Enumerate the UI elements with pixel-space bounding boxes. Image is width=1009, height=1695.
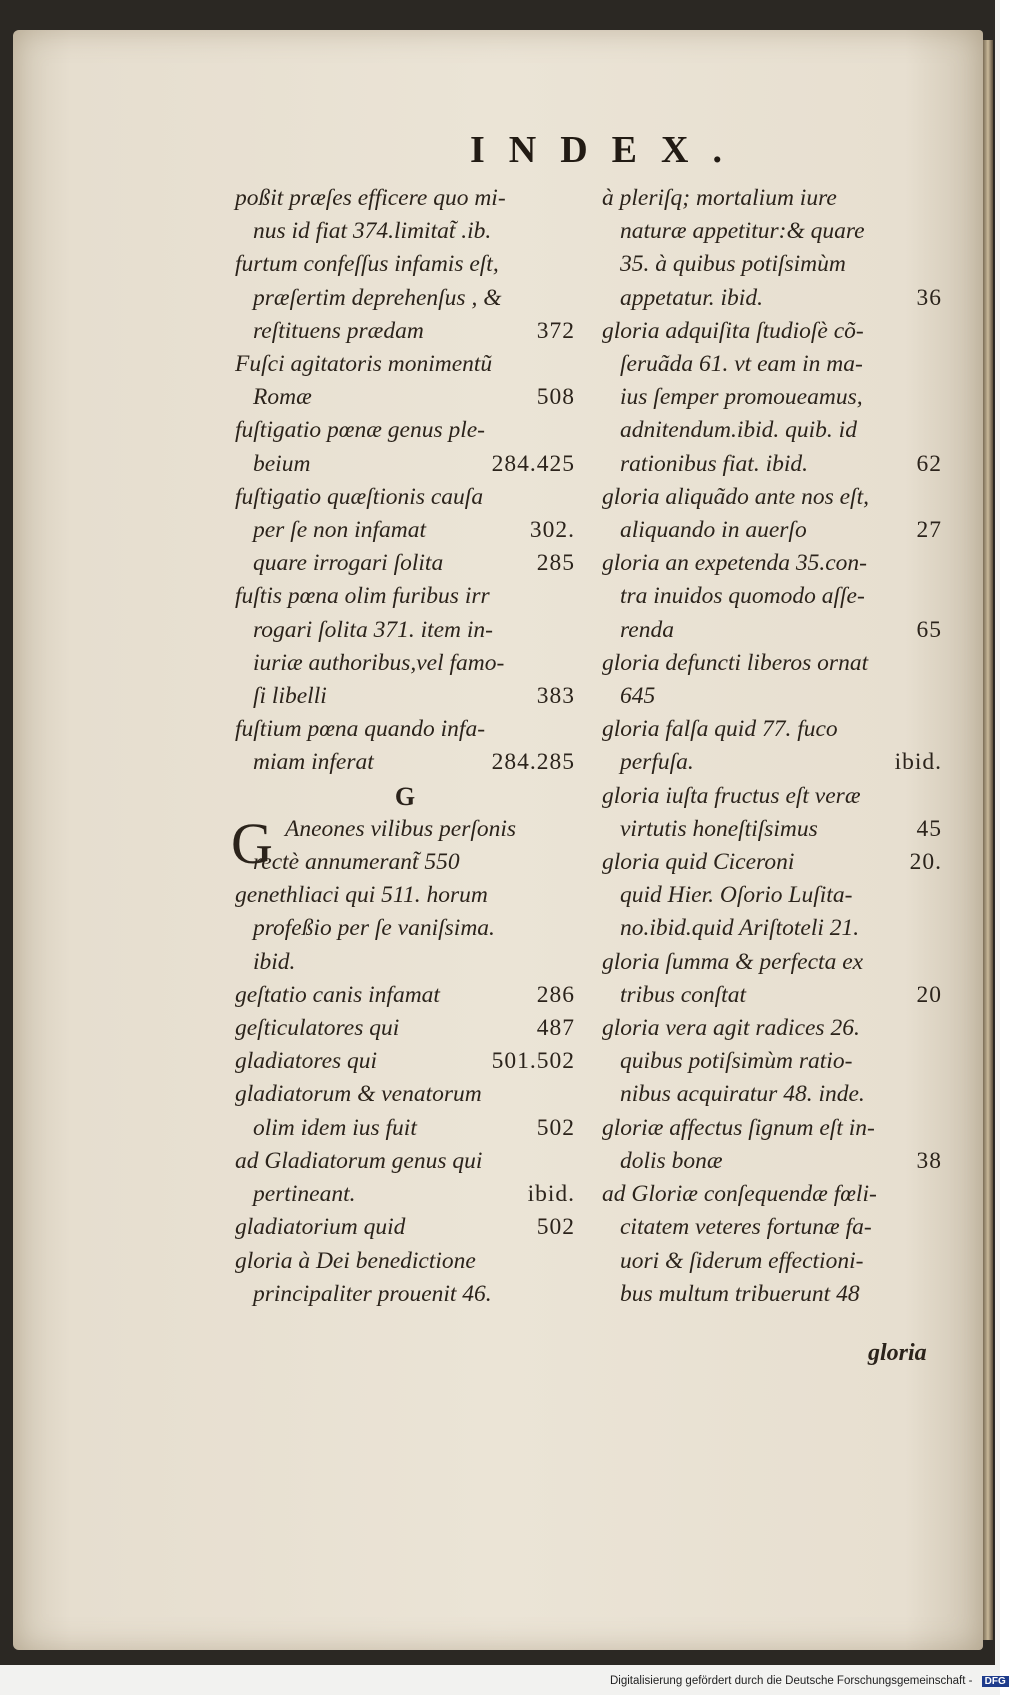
entry-text: 645 [620, 683, 656, 710]
entry-line [602, 182, 942, 215]
entry-line [235, 215, 575, 248]
entry-line [235, 1112, 575, 1145]
entry-line [602, 1045, 942, 1078]
index-entry [235, 348, 575, 414]
entry-text: gloria quid Ciceroni [602, 849, 795, 876]
entry-line [602, 448, 942, 481]
page-reference: ibid. [527, 1181, 575, 1208]
entry-line [235, 514, 575, 547]
entry-text: ibid. [253, 948, 296, 975]
entry-text: præſertim deprehenſus , & [253, 284, 502, 311]
page-reference: 65 [916, 616, 942, 643]
page-reference: 20. [909, 849, 942, 876]
entry-line [235, 381, 575, 414]
entry-text: gloria an expetenda 35.con- [602, 550, 867, 577]
catchword: gloria [868, 1340, 927, 1366]
entry-line [235, 414, 575, 447]
entry-text: geſticulatores qui [235, 1015, 400, 1042]
index-entry [602, 481, 942, 547]
entry-text: naturæ appetitur:& quare [620, 218, 865, 245]
entry-text: gloria adquiſita ſtudioſè cõ- [602, 317, 864, 344]
entry-line [602, 514, 942, 547]
entry-text: reſtituens prædam [253, 317, 424, 344]
index-entry [235, 1078, 575, 1144]
entry-line [235, 912, 575, 945]
entry-text: rationibus fiat. ibid. [620, 450, 809, 477]
entry-text: appetatur. ibid. [620, 284, 763, 311]
entry-text: dolis bonæ [620, 1147, 723, 1174]
entry-text: ad Gladiatorum genus qui [235, 1147, 483, 1174]
entry-text: gladiatorum & venatorum [235, 1081, 482, 1108]
index-entry [602, 1012, 942, 1112]
entry-line [235, 348, 575, 381]
index-entry [235, 182, 575, 248]
entry-line [602, 846, 942, 879]
entry-text: rogari ſolita 371. item in- [253, 616, 494, 643]
entry-text: nibus acquiratur 48. inde. [620, 1081, 865, 1108]
entry-line [235, 680, 575, 713]
entry-line [235, 1145, 575, 1178]
entry-line [602, 248, 942, 281]
entry-text: bus multum tribuerunt 48 [620, 1280, 860, 1307]
entry-line [602, 813, 942, 846]
index-entry [235, 713, 575, 779]
page-reference: 501.502 [491, 1048, 575, 1075]
entry-text: renda [620, 616, 674, 643]
entry-line [602, 946, 942, 979]
entry-line [235, 746, 575, 779]
entry-line [235, 1211, 575, 1244]
page-reference: 487 [536, 1015, 575, 1042]
entry-text: gloria defuncti liberos ornat [602, 649, 869, 676]
entry-line [235, 1245, 575, 1278]
footer-text: Digitalisierung gefördert durch die Deutsche Forschungsgemeinschaft - [610, 1675, 973, 1687]
entry-text: ſeruãda 61. vt eam in ma- [620, 351, 863, 378]
page-reference: 20 [916, 981, 942, 1008]
entry-text: gloria falſa quid 77. fuco [602, 716, 838, 743]
page-reference: 502 [536, 1114, 575, 1141]
entry-text: perfuſa. [620, 749, 694, 776]
index-entry [235, 879, 575, 979]
index-entry [602, 315, 942, 481]
page-reference: 38 [916, 1147, 942, 1174]
index-entry [602, 780, 942, 846]
page-reference: 45 [916, 815, 942, 842]
entry-line [602, 1178, 942, 1211]
entry-text: Aneones vilibus perſonis [285, 815, 517, 842]
entry-text: gladiatores qui [235, 1048, 378, 1075]
entry-text: à pleriſq; mortalium iure [602, 185, 837, 211]
entry-line [602, 1145, 942, 1178]
entry-text: gloriæ affectus ſignum eſt in- [602, 1114, 875, 1141]
index-entry [602, 713, 942, 779]
entry-text: gladiatorium quid [235, 1214, 406, 1241]
entry-line [602, 746, 942, 779]
index-entry [235, 1245, 575, 1311]
page-reference: 372 [536, 317, 575, 344]
index-entry [235, 1211, 575, 1244]
dfg-logo: DFG [982, 1676, 1009, 1687]
entry-line [235, 813, 575, 846]
entry-text: quid Hier. Oſorio Luſita- [620, 882, 853, 909]
entry-line [602, 381, 942, 414]
entry-text: no.ibid.quid Ariſtoteli 21. [620, 915, 860, 942]
entry-line [602, 1211, 942, 1244]
index-entry [602, 1112, 942, 1178]
entry-line [602, 647, 942, 680]
entry-text: quare irrogari ſolita [253, 550, 444, 577]
entry-line [602, 1245, 942, 1278]
entry-text: fuſtis pœna olim furibus irr [235, 583, 490, 610]
entry-text: uori & ſiderum effectioni- [620, 1247, 864, 1274]
entry-line [235, 1278, 575, 1311]
entry-line [602, 580, 942, 613]
entry-line [602, 780, 942, 813]
entry-line [235, 481, 575, 514]
index-entry [602, 547, 942, 647]
entry-line [602, 1078, 942, 1111]
index-entry [235, 580, 575, 713]
entry-text: 35. à quibus potiſsimùm [620, 251, 846, 278]
entry-line [235, 846, 575, 879]
entry-line [235, 1178, 575, 1211]
page-reference: 502 [536, 1214, 575, 1241]
entry-line [235, 1045, 575, 1078]
page-reference: 508 [536, 384, 575, 411]
entry-text: principaliter prouenit 46. [253, 1280, 492, 1307]
entry-line [235, 1078, 575, 1111]
entry-line [602, 614, 942, 647]
left-column [231, 182, 575, 1311]
entry-text: gloria ſumma & perfecta ex [602, 948, 864, 975]
entry-line [235, 282, 575, 315]
entry-line [602, 348, 942, 381]
index-entry [235, 1045, 575, 1078]
entry-line [235, 315, 575, 348]
entry-text: beium [253, 450, 311, 477]
entry-text: Romæ [253, 384, 312, 411]
letter-heading: G [394, 781, 416, 811]
entry-line [235, 946, 575, 979]
running-head: INDEX. [470, 129, 746, 171]
index-entry [235, 481, 575, 581]
page-reference: 302. [529, 517, 575, 544]
entry-text: rectè annumerant̃ 550 [253, 849, 460, 876]
entry-text: gloria à Dei benedictione [235, 1247, 476, 1274]
entry-text: tribus conſtat [620, 981, 746, 1008]
entry-line [602, 680, 942, 713]
entry-line [602, 481, 942, 514]
entry-text: adnitendum.ibid. quib. id [620, 417, 857, 444]
index-entry [235, 1145, 575, 1211]
entry-line [235, 248, 575, 281]
page-edge [983, 40, 993, 1640]
entry-text: geſtatio canis infamat [235, 981, 440, 1008]
entry-text: per ſe non infamat [253, 517, 426, 544]
page-reference: 284.285 [491, 749, 575, 776]
entry-line [602, 547, 942, 580]
entry-line [235, 979, 575, 1012]
right-column [602, 182, 942, 1311]
entry-line [235, 448, 575, 481]
entry-line [602, 315, 942, 348]
page-reference: 27 [916, 517, 942, 544]
page-reference: 285 [536, 550, 575, 577]
index-entry [602, 1178, 942, 1311]
index-entry [235, 414, 575, 480]
page-reference: 383 [536, 683, 575, 710]
entry-text: genethliaci qui 511. horum [235, 882, 488, 909]
entry-text: iuriæ authoribus,vel famo- [253, 649, 505, 676]
entry-line [602, 414, 942, 447]
entry-line [235, 547, 575, 580]
entry-text: fuſtigatio quæſtionis cauſa [235, 483, 484, 510]
entry-text: ius ſemper promoueamus, [620, 384, 863, 411]
entry-line [235, 713, 575, 746]
entry-line [602, 1112, 942, 1145]
entry-text: profeßio per ſe vaniſsima. [253, 915, 495, 942]
index-entry [602, 647, 942, 713]
entry-text: tra inuidos quomodo aſſe- [620, 583, 865, 610]
entry-text: ad Gloriæ conſequendæ fœli- [602, 1181, 877, 1208]
entry-line [235, 182, 575, 215]
entry-line [235, 647, 575, 680]
index-entry [235, 979, 575, 1012]
entry-line [235, 879, 575, 912]
index-entry [602, 946, 942, 1012]
page-reference: 36 [916, 284, 942, 311]
entry-text: olim idem ius fuit [253, 1114, 417, 1141]
drop-capital: G [231, 810, 273, 876]
index-entry [231, 810, 575, 879]
page-reference: ibid. [894, 749, 942, 776]
index-entry [602, 182, 942, 315]
index-entry [602, 846, 942, 946]
entry-line [235, 614, 575, 647]
entry-line [602, 912, 942, 945]
entry-line [602, 979, 942, 1012]
entry-text: gloria aliquãdo ante nos eſt, [602, 483, 869, 510]
entry-text: pertineant. [253, 1181, 356, 1208]
entry-text: gloria vera agit radices 26. [602, 1015, 860, 1042]
entry-text: Fuſci agitatoris monimentũ [235, 351, 493, 378]
entry-text: nus id fiat 374.limitat̃ .ib. [253, 218, 492, 245]
entry-text: fuſtigatio pœnæ genus ple- [235, 417, 486, 444]
entry-line [602, 282, 942, 315]
entry-line [235, 1012, 575, 1045]
entry-text: poßit præſes efficere quo mi- [235, 185, 506, 211]
index-entry [235, 1012, 575, 1045]
page-reference: 62 [916, 450, 942, 477]
entry-line [602, 713, 942, 746]
entry-line [602, 1012, 942, 1045]
entry-text: citatem veteres fortunæ fa- [620, 1214, 872, 1241]
entry-text: ſi libelli [253, 683, 327, 710]
entry-line [602, 215, 942, 248]
entry-text: virtutis honeſtiſsimus [620, 815, 818, 842]
digitization-footer [610, 1675, 1009, 1687]
entry-text: quibus potiſsimùm ratio- [620, 1048, 853, 1075]
entry-line [602, 1278, 942, 1311]
page-reference: 284.425 [491, 450, 575, 477]
entry-text: gloria iuſta fructus eſt veræ [602, 782, 861, 809]
entry-line [235, 580, 575, 613]
entry-text: fuſtium pœna quando infa- [235, 716, 486, 743]
entry-text: aliquando in auerſo [620, 517, 807, 544]
page-reference: 286 [536, 981, 575, 1008]
entry-line [602, 879, 942, 912]
entry-text: furtum confeſſus infamis eſt, [235, 251, 499, 278]
entry-text: miam inferat [253, 749, 374, 776]
index-entry [235, 248, 575, 348]
